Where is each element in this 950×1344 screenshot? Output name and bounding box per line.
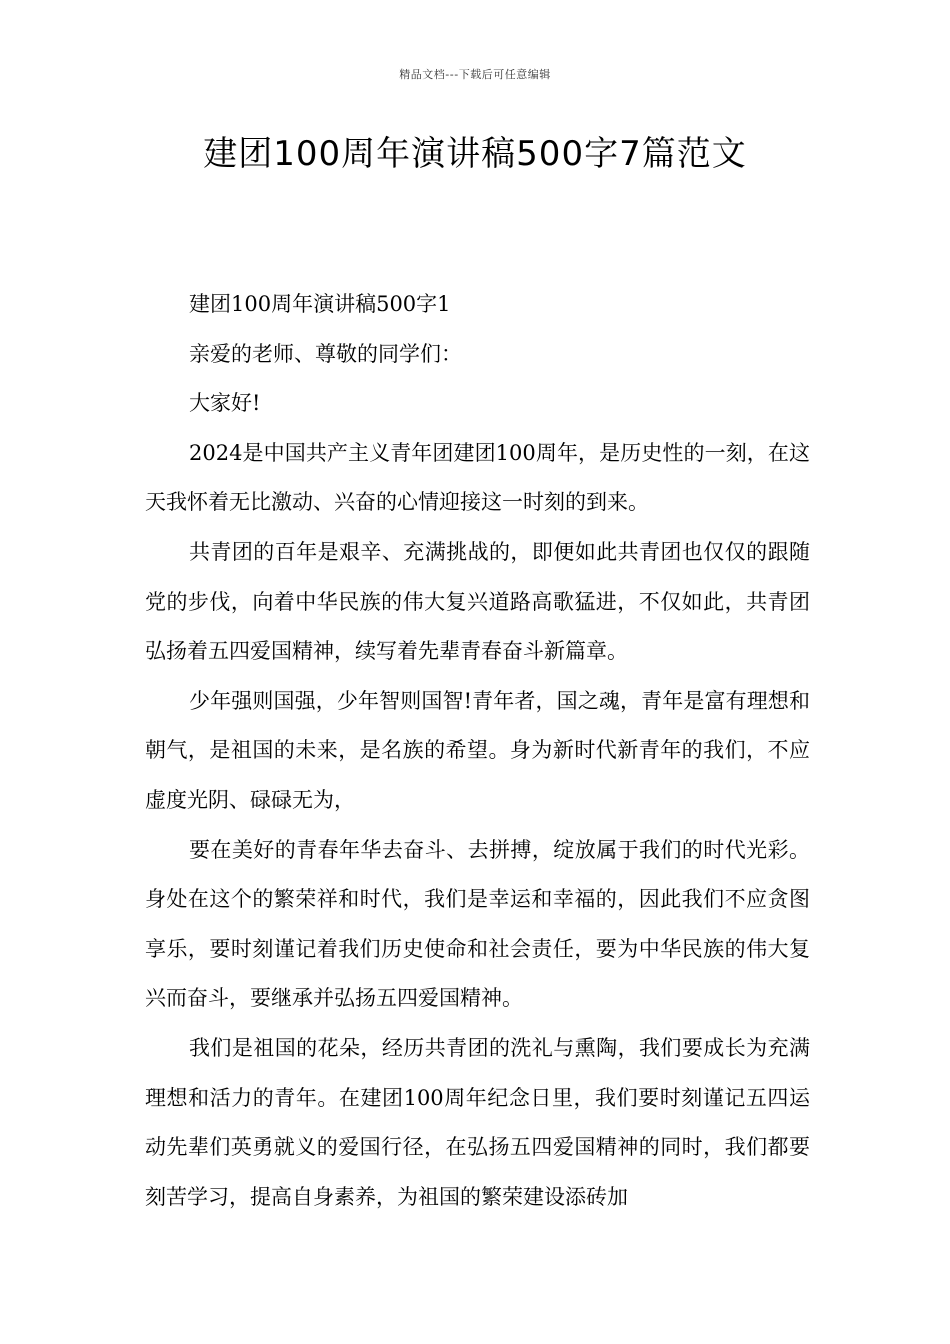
section-heading: 建团100周年演讲稿500字1 [189,292,451,316]
body-paragraph: 要在美好的青春年华去奋斗、去拼搏，绽放属于我们的时代光彩。身处在这个的繁荣祥和时代，我们是幸运和幸福的，因此我们不应贪图享乐，要时刻谨记着我们历史使命和社会责任，要为中华民族的伟大复兴而奋斗，要继承并弘扬五四爱国精神。 [145,837,810,1011]
document-title: 建团100周年演讲稿500字7篇范文 [203,134,747,174]
document-body [145,280,810,1222]
salutation: 亲爱的老师、尊敬的同学们： [189,341,462,366]
body-paragraph: 少年强则国强，少年智则国智!青年者，国之魂，青年是富有理想和朝气，是祖国的未来，是名族的希望。身为新时代新青年的我们，不应虚度光阴、碌碌无为， [145,688,810,812]
body-paragraph: 我们是祖国的花朵，经历共青团的洗礼与熏陶，我们要成长为充满理想和活力的青年。在建团100周年纪念日里，我们要时刻谨记五四运动先辈们英勇就义的爱国行径，在弘扬五四爱国精神的同时，我们都要刻苦学习，提高自身素养，为祖国的繁荣建设添砖加 [145,1035,810,1209]
greeting: 大家好! [189,391,261,416]
page-header-note: 精品文档---下载后可任意编辑 [399,68,551,81]
body-paragraph: 2024是中国共产主义青年团建团100周年，是历史性的一刻，在这天我怀着无比激动、兴奋的心情迎接这一时刻的到来。 [145,440,810,515]
body-paragraph: 共青团的百年是艰辛、充满挑战的，即便如此共青团也仅仅的跟随党的步伐，向着中华民族的伟大复兴道路高歌猛进，不仅如此，共青团弘扬着五四爱国精神，续写着先辈青春奋斗新篇章。 [145,539,810,664]
